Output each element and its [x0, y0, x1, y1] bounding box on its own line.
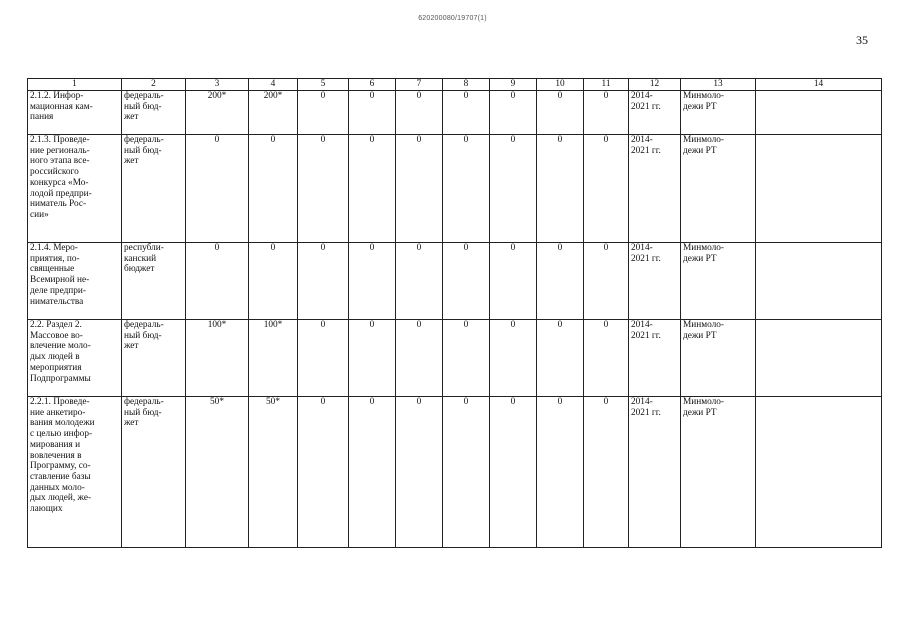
value-cell: 0 — [349, 243, 396, 320]
executor-cell: Минмоло- дежи РТ — [681, 243, 756, 320]
value-cell: 0 — [298, 135, 349, 243]
activity-name: 2.2. Раздел 2. Массовое во- влечение моло- дых людей в мероприятия Подпрограммы — [28, 320, 122, 397]
value-cell: 0 — [249, 243, 298, 320]
table-row — [28, 320, 882, 397]
value-cell: 0 — [490, 243, 537, 320]
value-cell: 0 — [298, 320, 349, 397]
value-cell: 200* — [249, 91, 298, 135]
value-cell: 50* — [249, 397, 298, 548]
value-cell: 0 — [396, 320, 443, 397]
value-cell: 0 — [584, 243, 629, 320]
executor-cell: Минмоло- дежи РТ — [681, 135, 756, 243]
column-header: 6 — [349, 79, 396, 91]
value-cell: 0 — [490, 135, 537, 243]
note-cell — [756, 91, 882, 135]
value-cell: 0 — [490, 91, 537, 135]
header-row — [28, 79, 882, 91]
column-header: 3 — [186, 79, 249, 91]
value-cell: 0 — [349, 397, 396, 548]
column-header: 10 — [537, 79, 584, 91]
document-code: 620200080/19707(1) — [418, 15, 487, 22]
value-cell: 50* — [186, 397, 249, 548]
column-header: 2 — [122, 79, 186, 91]
column-header: 13 — [681, 79, 756, 91]
value-cell: 0 — [537, 91, 584, 135]
funding-source: федераль- ный бюд- жет — [122, 91, 186, 135]
column-header: 5 — [298, 79, 349, 91]
value-cell: 0 — [249, 135, 298, 243]
column-header: 8 — [443, 79, 490, 91]
value-cell: 0 — [396, 91, 443, 135]
executor-cell: Минмоло- дежи РТ — [681, 320, 756, 397]
table-row — [28, 243, 882, 320]
value-cell: 0 — [443, 91, 490, 135]
note-cell — [756, 243, 882, 320]
value-cell: 0 — [349, 135, 396, 243]
value-cell: 0 — [443, 320, 490, 397]
value-cell: 0 — [298, 91, 349, 135]
value-cell: 0 — [396, 135, 443, 243]
value-cell: 0 — [396, 243, 443, 320]
column-header: 4 — [249, 79, 298, 91]
value-cell: 0 — [490, 397, 537, 548]
value-cell: 100* — [249, 320, 298, 397]
period-cell: 2014- 2021 гг. — [629, 397, 681, 548]
executor-cell: Минмоло- дежи РТ — [681, 397, 756, 548]
activity-name: 2.1.3. Проведе- ние региональ- ного этапа все- российского конкурса «Мо- лодой предпри- ниматель Рос- сии» — [28, 135, 122, 243]
value-cell: 100* — [186, 320, 249, 397]
period-cell: 2014- 2021 гг. — [629, 135, 681, 243]
value-cell: 0 — [537, 320, 584, 397]
value-cell: 0 — [186, 243, 249, 320]
value-cell: 0 — [298, 243, 349, 320]
period-cell: 2014- 2021 гг. — [629, 243, 681, 320]
note-cell — [756, 320, 882, 397]
note-cell — [756, 135, 882, 243]
note-cell — [756, 397, 882, 548]
table-row — [28, 91, 882, 135]
activity-name: 2.1.4. Меро- приятия, по- священные Всемирной не- деле предпри- нимательства — [28, 243, 122, 320]
period-cell: 2014- 2021 гг. — [629, 320, 681, 397]
funding-source: федераль- ный бюд- жет — [122, 135, 186, 243]
page-number: 35 — [856, 33, 868, 47]
program-table — [27, 78, 882, 548]
table-row — [28, 397, 882, 548]
value-cell: 0 — [490, 320, 537, 397]
value-cell: 0 — [584, 91, 629, 135]
funding-source: федераль- ный бюд- жет — [122, 320, 186, 397]
column-header: 1 — [28, 79, 122, 91]
value-cell: 0 — [186, 135, 249, 243]
period-cell: 2014- 2021 гг. — [629, 91, 681, 135]
value-cell: 0 — [443, 135, 490, 243]
activity-name: 2.2.1. Проведе- ние анкетиро- вания молодежи с целью инфор- мирования и вовлечения в Программу, со- ставление базы данных моло- дых людей, же- лающих — [28, 397, 122, 548]
column-header: 9 — [490, 79, 537, 91]
funding-source: республи- канский бюджет — [122, 243, 186, 320]
value-cell: 0 — [349, 320, 396, 397]
activity-name: 2.1.2. Инфор- мационная кам- пания — [28, 91, 122, 135]
value-cell: 0 — [537, 397, 584, 548]
value-cell: 0 — [537, 135, 584, 243]
value-cell: 0 — [443, 243, 490, 320]
value-cell: 0 — [396, 397, 443, 548]
column-header: 11 — [584, 79, 629, 91]
value-cell: 0 — [537, 243, 584, 320]
table-row — [28, 135, 882, 243]
value-cell: 0 — [443, 397, 490, 548]
value-cell: 0 — [298, 397, 349, 548]
column-header: 14 — [756, 79, 882, 91]
value-cell: 0 — [584, 397, 629, 548]
value-cell: 0 — [584, 320, 629, 397]
funding-source: федераль- ный бюд- жет — [122, 397, 186, 548]
column-header: 7 — [396, 79, 443, 91]
value-cell: 200* — [186, 91, 249, 135]
executor-cell: Минмоло- дежи РТ — [681, 91, 756, 135]
value-cell: 0 — [584, 135, 629, 243]
value-cell: 0 — [349, 91, 396, 135]
column-header: 12 — [629, 79, 681, 91]
